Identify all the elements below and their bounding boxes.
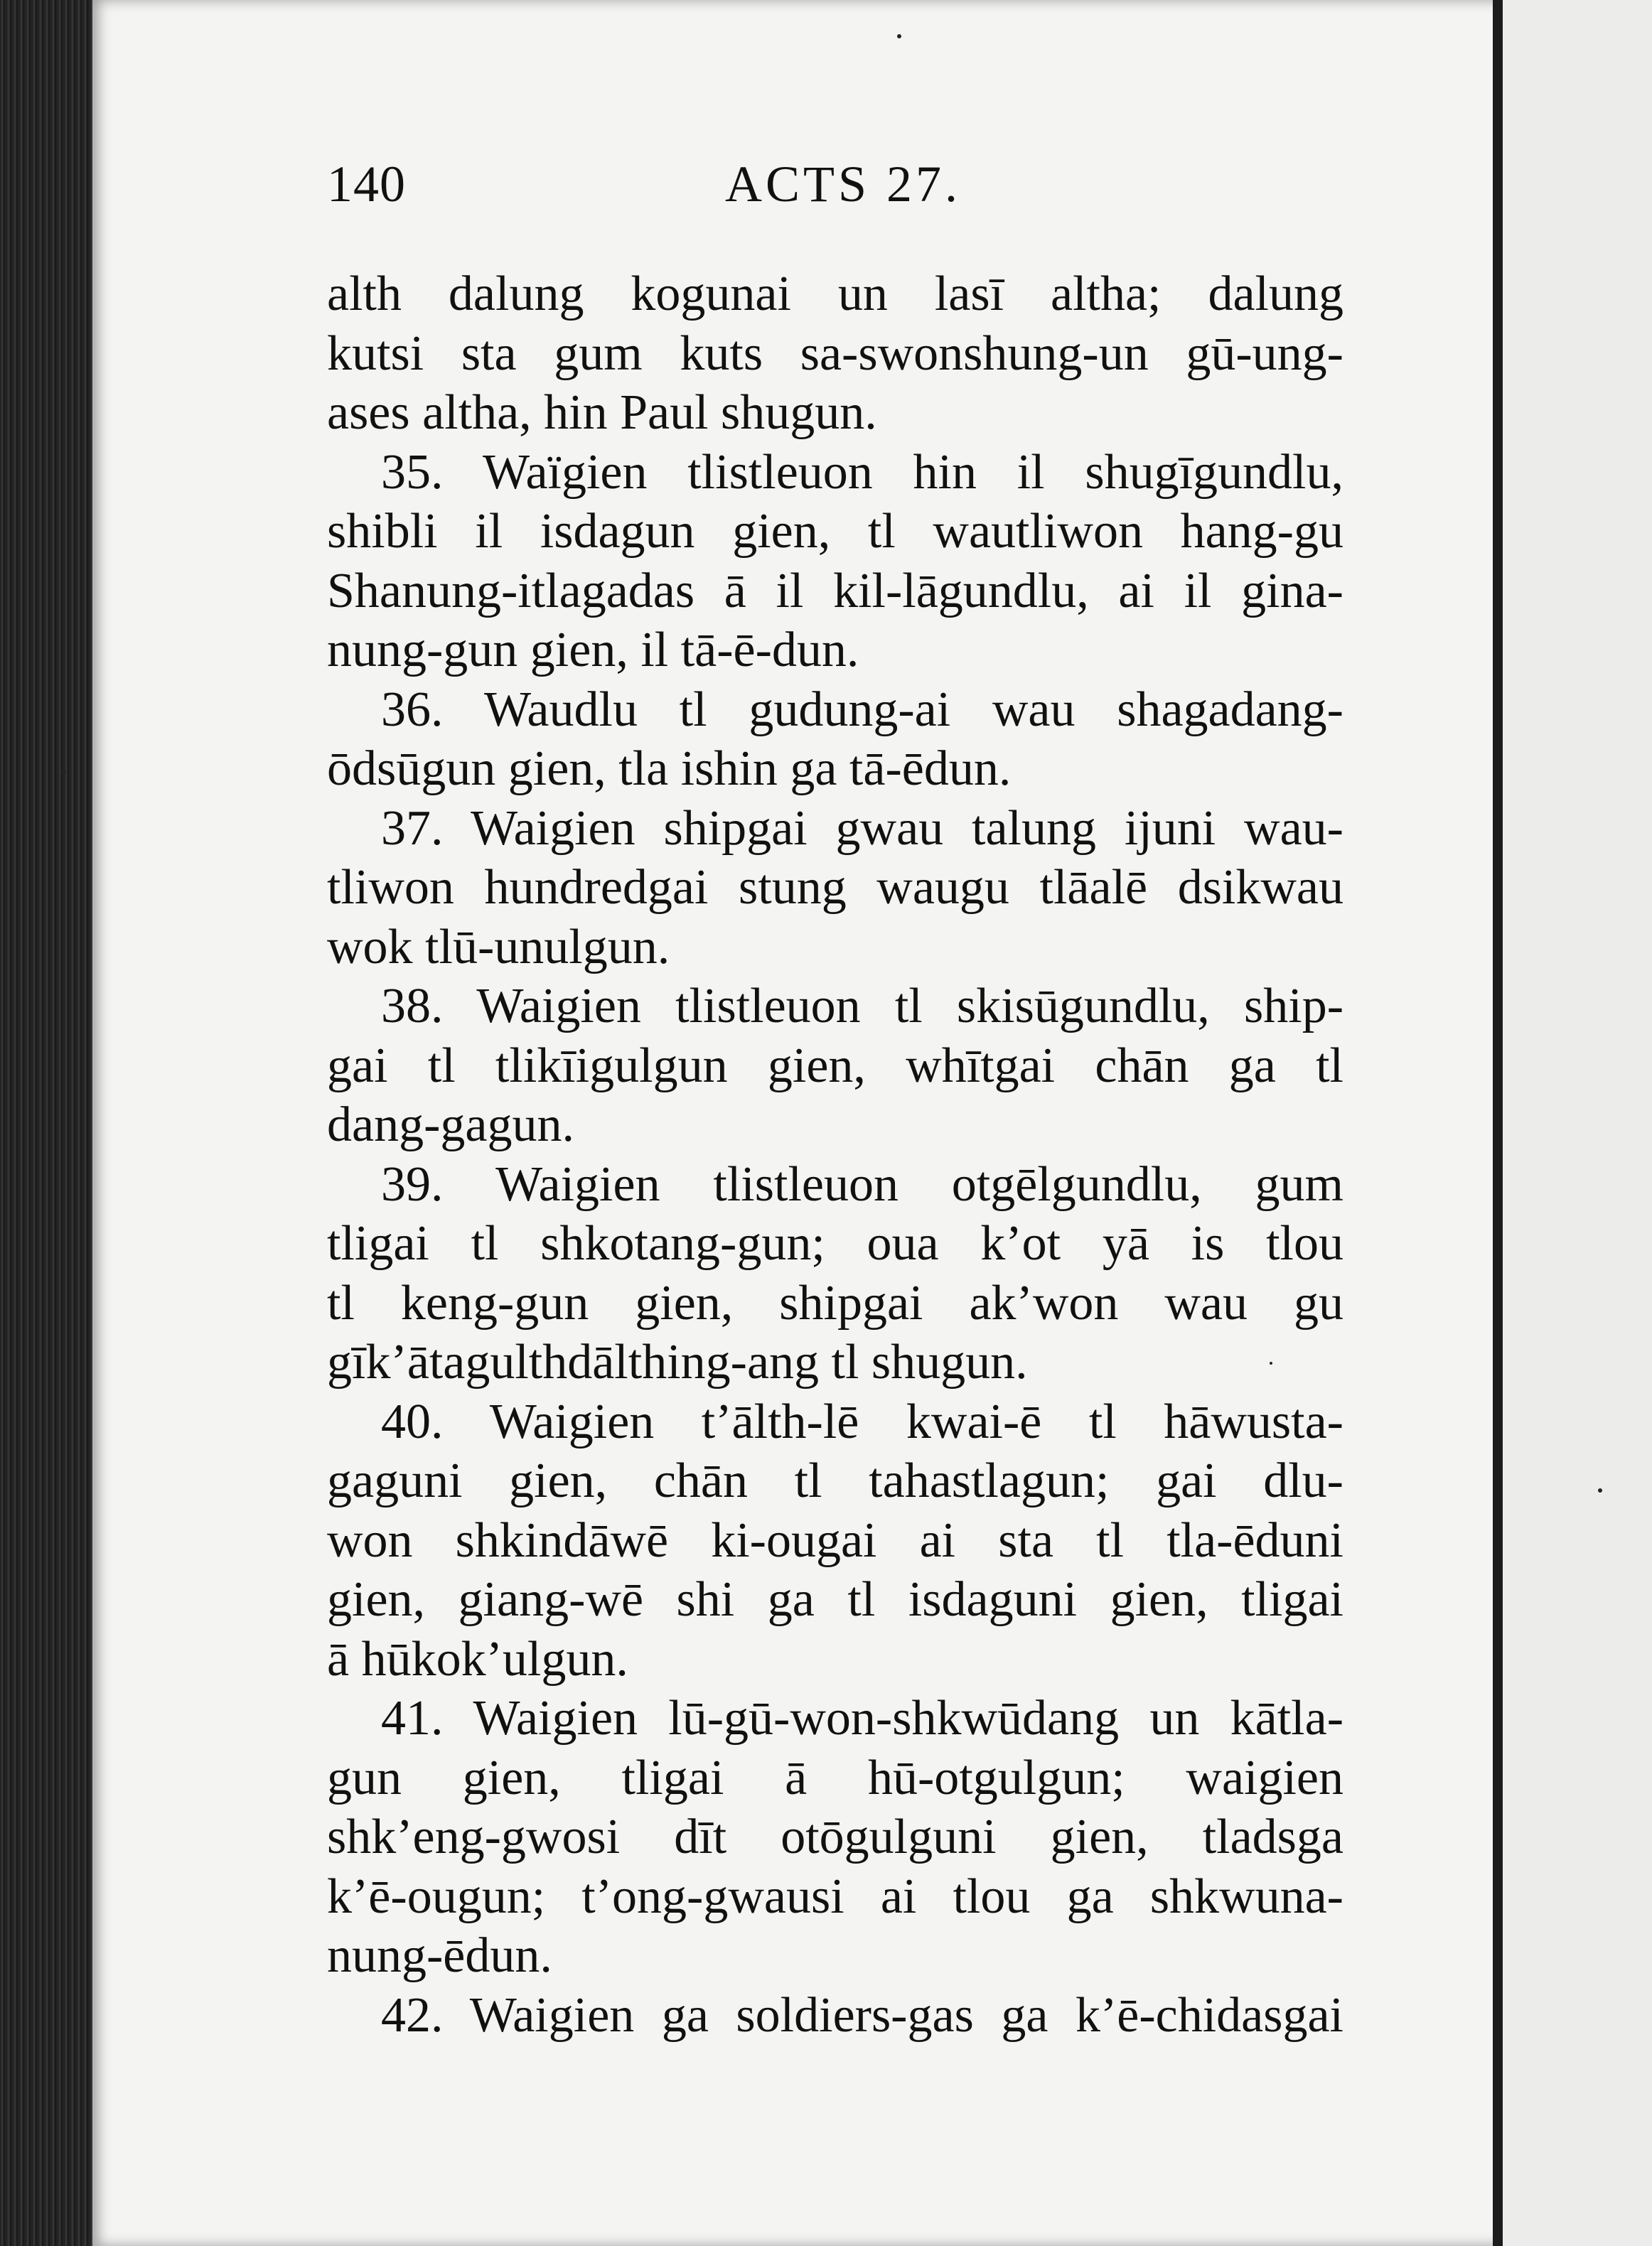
text-line: tliwon hundredgai stung waugu tlāalē dsikwau (327, 860, 1343, 915)
text-line: shk’eng-gwosi dīt otōgulguni gien, tladsga (327, 1810, 1343, 1864)
scan-speck (1270, 1362, 1272, 1365)
running-head: ACTS 27. (725, 156, 962, 213)
scan-speck (1598, 1488, 1602, 1493)
text-line: gun gien, tligai ā hū-otgulgun; waigien (327, 1750, 1343, 1805)
text-line: 38. Waigien tlistleuon tl skisūgundlu, ship- (381, 979, 1343, 1033)
text-line: gaguni gien, chān tl tahastlagun; gai dlu- (327, 1454, 1343, 1508)
text-line: ases altha, hin Paul shugun. (327, 385, 877, 440)
text-line: 35. Waïgien tlistleuon hin il shugīgundlu, (381, 444, 1343, 500)
page-header (327, 155, 1336, 233)
text-line: nung-gun gien, il tā-ē-dun. (327, 623, 859, 677)
text-line: shibli il isdagun gien, tl wautliwon hang-gu (327, 504, 1343, 559)
body-text (327, 264, 1343, 2045)
text-line: won shkindāwē ki-ougai ai sta tl tla-ēduni (327, 1512, 1343, 1568)
text-line: nung-ēdun. (327, 1928, 552, 1983)
page-number: 140 (327, 156, 406, 213)
text-line: Shanung-itlagadas ā il kil-lāgundlu, ai il gina- (327, 563, 1343, 618)
text-line: 39. Waigien tlistleuon otgēlgundlu, gum (381, 1156, 1343, 1212)
text-line: k’ē-ougun; t’ong-gwausi ai tlou ga shkwuna- (327, 1869, 1343, 1924)
book-spine (0, 0, 92, 2246)
text-line: 42. Waigien ga soldiers-gas ga k’ē-chidasgai (381, 1987, 1343, 2043)
text-line: dang-gagun. (327, 1097, 574, 1152)
text-line: ōdsūgun gien, tla ishin ga tā-ēdun. (327, 741, 1012, 796)
text-line: tl keng-gun gien, shipgai ak’won wau gu (327, 1275, 1343, 1331)
text-line: ā hūkok’ulgun. (327, 1631, 628, 1687)
text-line: gai tl tlikīigulgun gien, whītgai chān ga tl (327, 1038, 1343, 1093)
text-line: 36. Waudlu tl gudung-ai wau shagadang- (381, 682, 1343, 737)
page-gutter (1493, 0, 1503, 2246)
text-line: kutsi sta gum kuts sa-swonshung-un gū-ung- (327, 326, 1343, 381)
text-line: 40. Waigien t’ālth-lē kwai-ē tl hāwusta- (381, 1394, 1343, 1449)
text-line: gien, giang-wē shi ga tl isdaguni gien, tligai (327, 1572, 1343, 1627)
text-line: alth dalung kogunai un lasī altha; dalung (327, 267, 1343, 321)
text-line: 37. Waigien shipgai gwau talung ijuni wau- (381, 800, 1343, 856)
facing-page-edge (1503, 0, 1652, 2246)
text-line: tligai tl shkotang-gun; oua k’ot yā is tlou (327, 1216, 1343, 1271)
text-line: gīk’ātagulthdālthing-ang tl shugun. (327, 1335, 1028, 1390)
text-line: wok tlū-unulgun. (327, 919, 670, 974)
text-line: 41. Waigien lū-gū-won-shkwūdang un kātla- (381, 1691, 1343, 1746)
scan-speck (897, 34, 901, 38)
scan-speck (61, 769, 66, 774)
